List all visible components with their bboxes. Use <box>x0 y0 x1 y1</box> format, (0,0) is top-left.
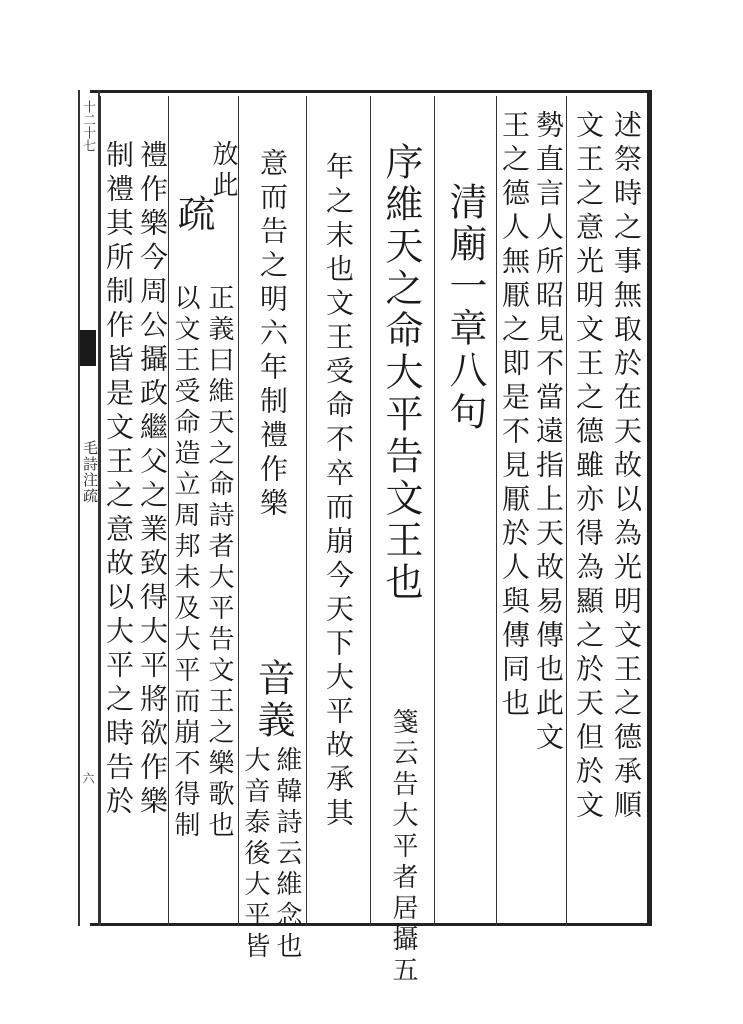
commentary-line: 放此 <box>208 140 238 202</box>
fish-tail-mark <box>80 330 96 366</box>
text-column-2 <box>496 96 566 926</box>
fold-margin <box>78 90 100 926</box>
text-column-7 <box>168 96 238 926</box>
text-column-8 <box>100 96 168 926</box>
commentary-line: 意而告之明六年制禮作樂 <box>256 148 289 522</box>
yinyi-note-line: 維韓詩云維念也 <box>272 746 302 963</box>
preface-main-text: 序維天之命大平告文王也 <box>379 142 423 604</box>
commentary-line: 文王之意光明文王之德雖亦得為顯之於天但於文 <box>572 110 605 824</box>
text-column-1 <box>566 96 648 926</box>
margin-book-title: 毛詩注疏 <box>81 440 99 504</box>
commentary-line: 勢直言人所昭見不當遠指上天故易傳也此文 <box>532 110 565 756</box>
commentary-line: 王之德人無厭之即是不見厭於人與傳同也 <box>498 110 531 722</box>
text-column-3 <box>434 96 496 926</box>
text-column-4 <box>370 96 434 987</box>
commentary-line: 禮作樂今周公攝政繼父之業致得大平將欲作樂 <box>136 140 169 820</box>
text-column-6 <box>238 96 306 963</box>
margin-top-marks: 十二十七 <box>80 100 95 152</box>
yinyi-label: 音義 <box>251 658 295 742</box>
text-column-5 <box>306 96 370 926</box>
commentary-line: 以文王受命造立周邦未及大平而崩不得制 <box>170 284 200 842</box>
margin-page-number: 六 <box>81 772 95 784</box>
yinyi-note-line: 大音泰後大平皆 <box>240 746 270 963</box>
commentary-line: 制禮其所制作皆是文王之意故以大平之時告於 <box>102 140 135 820</box>
commentary-line: 年之末也文王受命不卒而崩今天下大平故承其 <box>322 152 355 832</box>
shu-label: 疏 <box>171 194 215 236</box>
commentary-line: 述祭時之事無取於在天故以為光明文王之德承順 <box>610 110 643 824</box>
commentary-line: 正義曰維天之命詩者大平告文王之樂歌也 <box>204 284 234 842</box>
commentary-line: 箋云告大平者居攝五 <box>388 708 418 987</box>
section-heading: 清廟一章八句 <box>443 182 487 434</box>
